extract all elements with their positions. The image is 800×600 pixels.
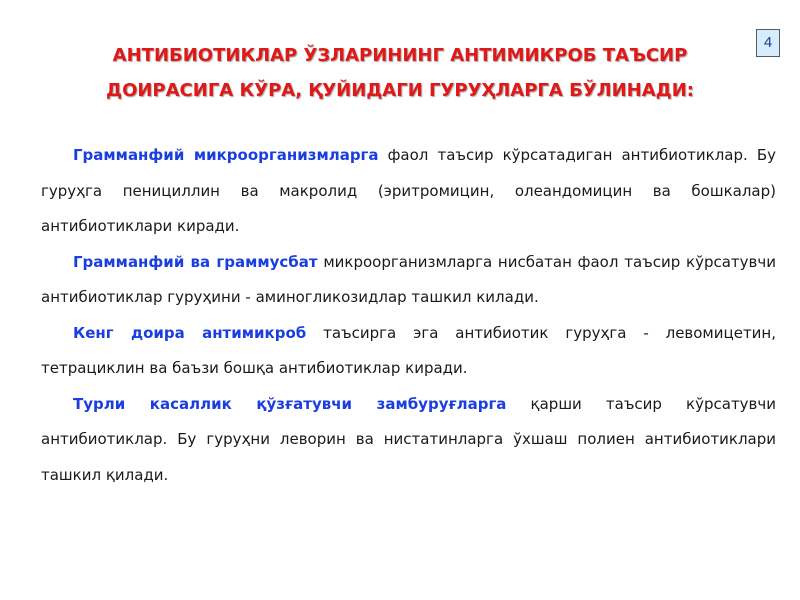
slide-body bbox=[41, 138, 776, 493]
slide-title-line-1: АНТИБИОТИКЛАР ЎЗЛАРИНИНГ АНТИМИКРОБ ТАЪСИР bbox=[112, 45, 688, 66]
slide-number-badge: 4 bbox=[756, 29, 780, 57]
paragraph-highlight: Грамманфий ва граммусбат bbox=[73, 252, 318, 271]
paragraph-gram-negative bbox=[41, 138, 776, 245]
paragraph-highlight: Грамманфий микроорганизмларга bbox=[73, 146, 379, 164]
paragraph-broad-spectrum bbox=[41, 316, 776, 387]
paragraph-text: қарши таъсир кўрсатувчи антибиотиклар. Бу гуруҳни леворин ва нистатинларга ўхшаш полиен антибиотиклари ташкил қилади. bbox=[41, 394, 777, 484]
paragraph-text: фаол таъсир кўрсатадиган антибиотиклар. Бу гуруҳга пенициллин ва макролид (эритромицин, олеандомицин ва бошкалар) антибиотиклари киради. bbox=[41, 146, 777, 235]
paragraph-gram-negative-positive bbox=[41, 245, 776, 316]
slide-title-line-2: ДОИРАСИГА КЎРА, ҚУЙИДАГИ ГУРУҲЛАРГА БЎЛИНАДИ: bbox=[106, 80, 694, 101]
paragraph-highlight: Кенг доира антимикроб bbox=[73, 323, 307, 342]
paragraph-antifungal bbox=[41, 387, 776, 494]
slide-title bbox=[70, 38, 730, 108]
paragraph-text: микроорганизмларга нисбатан фаол таъсир кўрсатувчи антибиотиклар гуруҳини - аминогликозидлар ташкил килади. bbox=[41, 252, 776, 306]
paragraph-highlight: Турли касаллик қўзғатувчи замбуруғларга bbox=[73, 394, 507, 413]
paragraph-text: таъсирга эга антибиотик гуруҳга - левомицетин, тетрациклин ва баъзи бошқа антибиотиклар киради. bbox=[41, 323, 776, 377]
